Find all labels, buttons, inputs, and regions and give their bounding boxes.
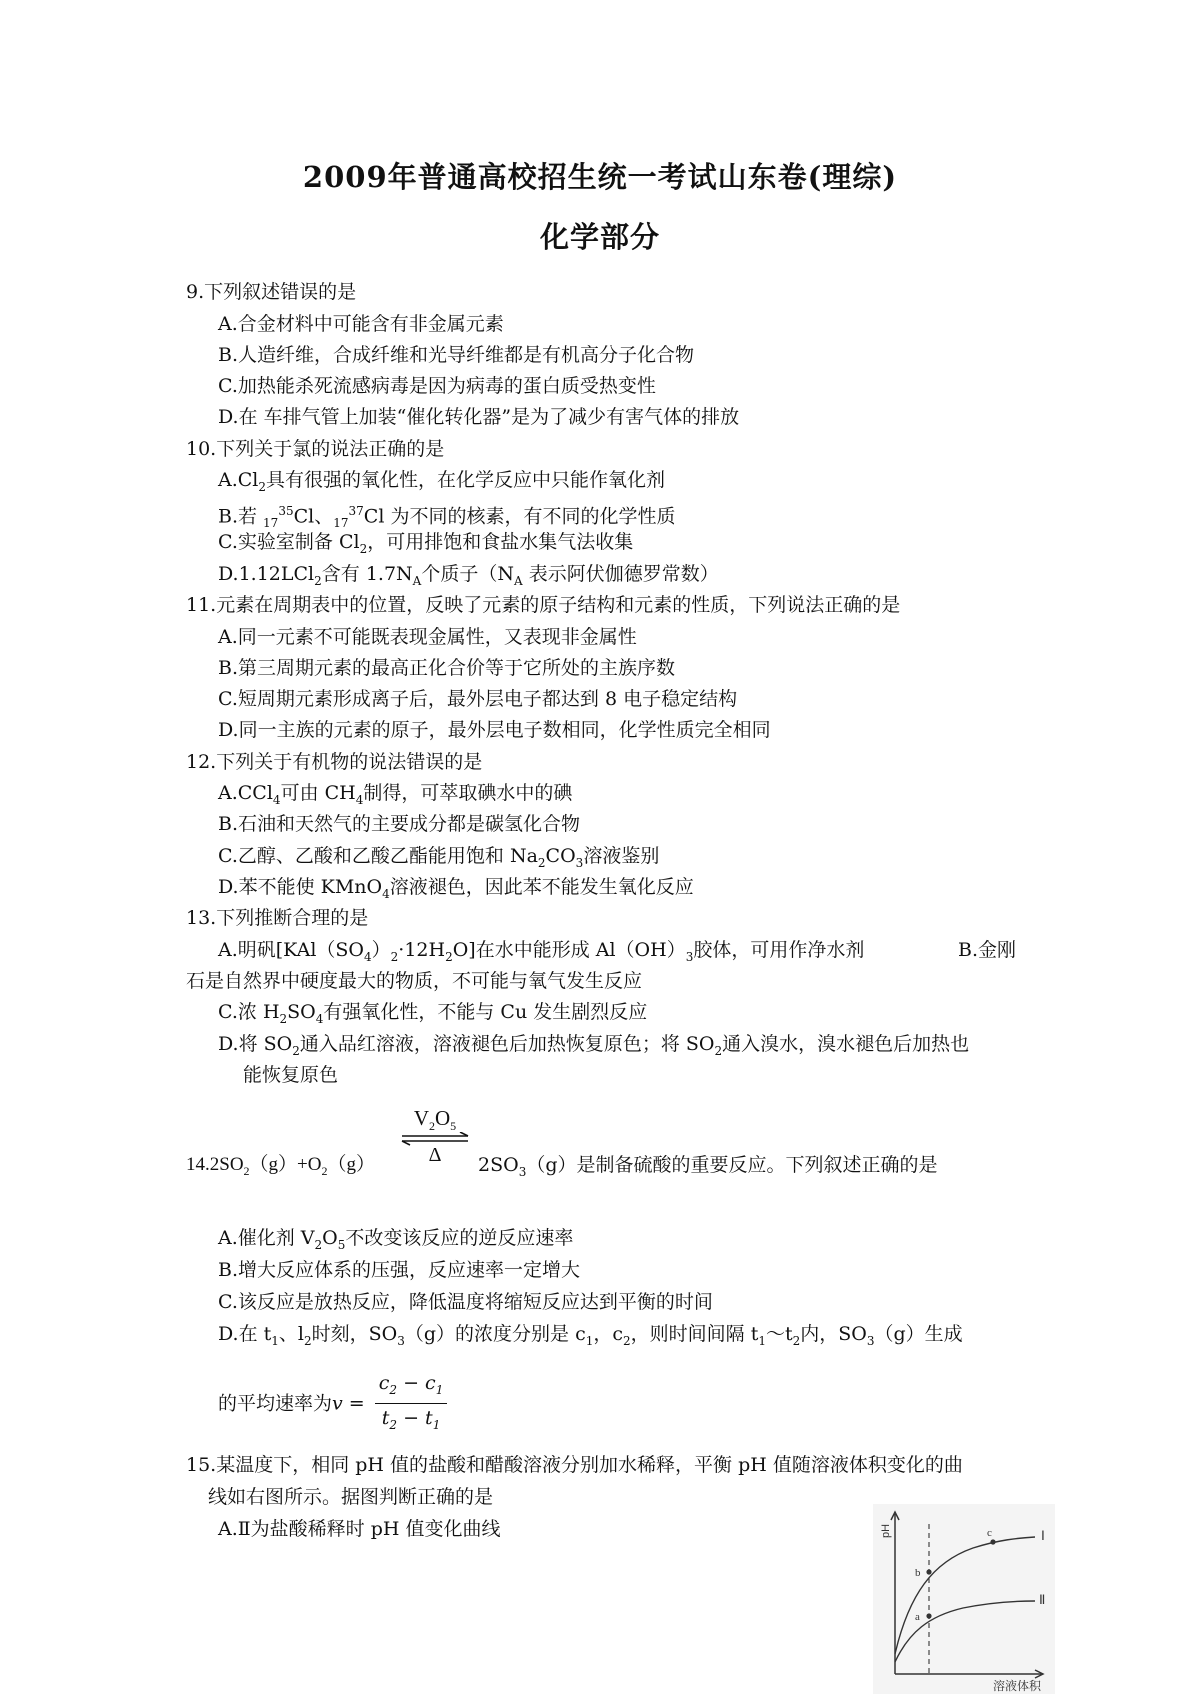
q10-stem: 10.下列关于氯的说法正确的是 [186,438,445,460]
curve-1-label: Ⅰ [1041,1528,1045,1543]
q13-stem: 13.下列推断合理的是 [186,907,369,929]
page-subtitle: 化学部分 [539,220,660,254]
point-a-marker [926,1613,931,1618]
q12-option-a: A.CCl$_4$可由 $CH_4$制得，可萃取碘水中的碘 [218,782,573,807]
q13-option-b-cont: 石是自然界中硬度最大的物质，不可能与氧气发生反应 [186,970,643,992]
q12-option-d: D.苯不能使 KMnO$_4$溶液褪色，因此苯不能发生氧化反应 [218,876,694,901]
q14-rate-formula: 的平均速率为v = $\frac{c_2 - c_1}{t_2 - t_1}$ [218,1370,447,1439]
q15-option-a: A.Ⅱ为盐酸稀释时 pH 值变化曲线 [218,1518,501,1540]
y-axis-label: pH [880,1523,892,1538]
q14-option-c: C.该反应是放热反应，降低温度将缩短反应达到平衡的时间 [218,1291,713,1313]
q11-stem: 11.元素在周期表中的位置，反映了元素的原子结构和元素的性质，下列说法正确的是 [186,594,901,616]
q10-option-a: $A.Cl_2$具有很强的氧化性，在化学反应中只能作氧化剂 [218,469,666,494]
q9-option-d: D.在 车排气管上加装“催化转化器”是为了减少有害气体的排放 [218,406,740,428]
ph-dilution-graph [873,1504,1055,1694]
q10-option-b: B.若 $_{17}^{35}$Cl、$_{17}^{37}$Cl 为不同的核素，有不同的化学性质 [218,504,676,531]
page-title: 2009年普通高校招生统一考试山东卷(理综) [302,160,898,194]
q9-option-a: A.合金材料中可能含有非金属元素 [218,313,504,335]
point-b-marker [926,1569,931,1574]
q10-option-d: D.1.12LCl$_2$含有 $1.7N_A$个质子（$N_A$ 表示阿伏伽德罗常数） [218,563,719,588]
q9-option-c: C.加热能杀死流感病毒是因为病毒的蛋白质受热变性 [218,375,656,397]
q12-option-b: B.石油和天然气的主要成分都是碳氢化合物 [218,813,581,835]
graph-background [873,1504,1055,1694]
q9-option-b: B.人造纤维，合成纤维和光导纤维都是有机高分子化合物 [218,344,695,366]
q14-option-d: D.在 $t_1$、$l_2$时刻，$SO_3(g)$的浓度分别是 $c_1$，$c_2$，则时间间隔 $t_1\sim t_2$内，$SO_3(g)$生成 [218,1323,963,1348]
q13-option-a: A.明矾$[KAl(SO_4)_2\cdot 12H_2O]$在水中能形成 $Al(OH)_3$胶体，可用作净水剂 [218,939,865,964]
x-axis-label: 溶液体积 [993,1679,1042,1693]
q13-option-d-cont: 能恢复原色 [243,1064,339,1086]
rate-fraction: $\frac{c_2 - c_1}{t_2 - t_1}$ [375,1370,448,1439]
q11-option-d: D.同一主族的元素的原子，最外层电子数相同，化学性质完全相同 [218,719,771,741]
q14-stem-right: $2SO_3(g)$是制备硫酸的重要反应。下列叙述正确的是 [478,1154,938,1179]
q15-stem-cont: 线如右图所示。据图判断正确的是 [208,1486,494,1508]
reaction-conditions: $V_2O_5$ Δ [398,1106,472,1167]
q14-option-a: A.催化剂 $V_2O_5$不改变该反应的逆反应速率 [218,1227,574,1252]
q9-stem: 9.下列叙述错误的是 [186,281,357,303]
q11-option-b: B.第三周期元素的最高正化合价等于它所处的主族序数 [218,657,676,679]
q14-stem-left: $14.2SO_2(g)+O_2(g)$ [186,1154,375,1178]
curve-2-label: Ⅱ [1039,1592,1046,1607]
q10-option-c: C.实验室制备 $Cl_2$，可用排饱和食盐水集气法收集 [218,531,634,556]
q13-option-b: B.金刚 [958,939,1017,961]
point-b-label: b [915,1567,921,1579]
q15-stem: 15.某温度下，相同 pH 值的盐酸和醋酸溶液分别加水稀释，平衡 pH 值随溶液体积变化的曲 [186,1454,963,1476]
q13-option-d: D.将 $SO_2$通入品红溶液，溶液褪色后加热恢复原色；将 $SO_2$通入溴水，溴水褪色后加热也 [218,1033,970,1058]
point-c-marker [990,1539,995,1544]
q11-option-c: C.短周期元素形成离子后，最外层电子都达到 8 电子稳定结构 [218,688,738,710]
point-c-label: c [987,1527,992,1539]
q14-option-b: B.增大反应体系的压强，反应速率一定增大 [218,1259,581,1281]
q12-option-c: C.乙醇、乙酸和乙酸乙酯能用饱和 $Na_2CO_3$溶液鉴别 [218,845,660,870]
reversible-arrow-icon [398,1132,472,1146]
point-a-label: a [915,1611,920,1623]
q11-option-a: A.同一元素不可能既表现金属性，又表现非金属性 [218,626,637,648]
q13-option-c: C.浓 $H_2SO_4$有强氧化性，不能与 Cu 发生剧烈反应 [218,1001,648,1026]
heat-symbol: Δ [428,1144,442,1167]
q12-stem: 12.下列关于有机物的说法错误的是 [186,751,483,773]
